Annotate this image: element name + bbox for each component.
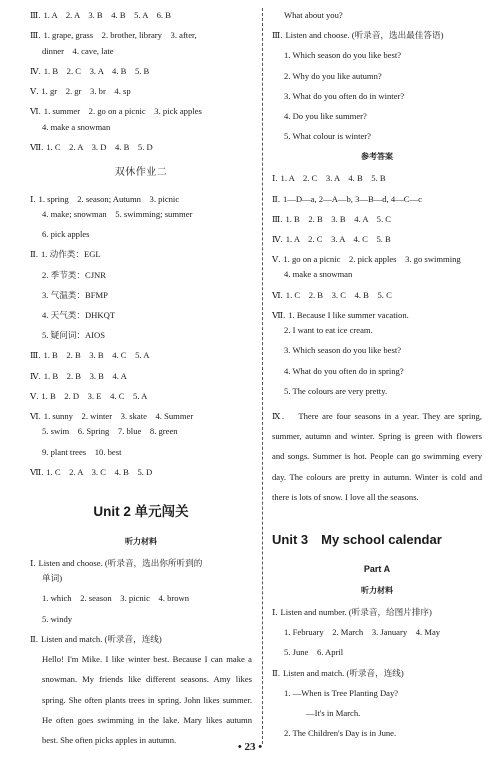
listening-passage: Hello! I'm Mike. I like winter best. Because I can make a snowman. My friends like different seasons. Amy likes spring. She often plants trees in spring. John likes summer. He often goes swimming in the lake. Mary likes autumn best. She often picks apples in autumn. — [42, 654, 252, 745]
answer-line: Ⅳ. 1. A 2. C 3. A 4. C 5. B — [272, 233, 391, 244]
question-line: 2. The Children's Day is in June. — [284, 728, 397, 739]
answer-line: Ⅳ. 1. B 2. C 3. A 4. B 5. B — [30, 65, 150, 76]
question-line: Ⅰ. Listen and number. (听录音，给图片排序) — [272, 606, 432, 617]
listening-heading: 听力材料 — [361, 585, 393, 595]
question-line: 3. What do you often do in winter? — [284, 90, 405, 101]
answer-line: Ⅵ. 1. summer 2. go on a picnic 3. pick apples — [30, 106, 202, 117]
answer-line: 4. make a snowman — [284, 269, 353, 280]
question-line: Ⅰ. Listen and choose. (听录音，选出你所听到的 — [30, 557, 203, 568]
answers-heading: 参考答案 — [361, 152, 393, 162]
question-line: 1. Which season do you like best? — [284, 50, 402, 61]
answer-line: dinner 4. cave, late — [42, 45, 114, 56]
answer-line: Ⅰ. 1. spring 2. season; Autumn 3. picnic — [30, 193, 180, 204]
question-line: What about you? — [284, 10, 343, 20]
answer-line: Ⅶ. 1. C 2. A 3. C 4. B 5. D — [30, 466, 153, 477]
answer-line: Ⅱ. 1. 动作类：EGL — [30, 249, 101, 260]
question-line: 5. June 6. April — [284, 647, 344, 658]
answer-line: Ⅰ. 1. A 2. C 3. A 4. B 5. B — [272, 173, 386, 184]
question-line: 5. windy — [42, 613, 73, 624]
question-line: 单词) — [42, 573, 63, 584]
answer-line: Ⅵ. 1. sunny 2. winter 3. skate 4. Summer — [30, 410, 194, 421]
answer-line: 6. pick apples — [42, 229, 90, 240]
answer-line: 4. 天气类：DHKQT — [42, 310, 116, 321]
listening-heading: 听力材料 — [125, 536, 157, 546]
answer-line: Ⅲ. 1. grape, grass 2. brother, library 3. after, — [30, 30, 197, 41]
answer-line: 2. 季节类：CJNR — [42, 269, 106, 280]
answer-line: 5. swim 6. Spring 7. blue 8. green — [42, 426, 178, 437]
answer-line: 4. What do you often do in spring? — [284, 365, 404, 376]
answer-line: Ⅶ. 1. Because I like summer vacation. — [272, 309, 409, 320]
answer-line: Ⅴ. 1. gr 2. gr 3. br 4. sp — [30, 85, 131, 96]
question-line: Ⅲ. Listen and choose. (听录音，选出最佳答语) — [272, 30, 444, 41]
answer-line: 3. Which season do you like best? — [284, 345, 402, 356]
answer-line: Ⅱ. 1—D—a, 2—A—b, 3—B—d, 4—C—c — [272, 193, 422, 204]
left-column — [30, 10, 252, 750]
column-divider — [262, 8, 263, 744]
answer-line: Ⅲ. 1. B 2. B 3. B 4. C 5. A — [30, 350, 150, 361]
essay-paragraph: Ⅸ. There are four seasons in a year. They are spring, summer, autumn and winter. Spring is green with flowers and songs. Summer is hot. People can go swimming every day. The colours are pretty in autumn. Winter is cold and there is lots of snow. I love all the seasons. — [272, 410, 482, 502]
question-line: 1. —When is Tree Planting Day? — [284, 687, 399, 698]
question-line: Ⅱ. Listen and match. (听录音，连线) — [30, 633, 162, 644]
answer-line: 3. 气温类：BFMP — [42, 289, 108, 300]
unit-title: Unit 2 单元闯关 — [93, 503, 189, 519]
page-number: • 23 • — [237, 741, 263, 753]
question-line: —It's in March. — [306, 707, 361, 718]
question-line: 1. February 2. March 3. January 4. May — [284, 627, 441, 638]
answer-line: 9. plant trees 10. best — [42, 446, 122, 457]
answer-line: 4. make a snowman — [42, 121, 111, 132]
part-heading: Part A — [363, 563, 391, 574]
question-line: 5. What colour is winter? — [284, 131, 371, 142]
answer-line: Ⅵ. 1. C 2. B 3. C 4. B 5. C — [272, 289, 392, 300]
question-line: Ⅱ. Listen and match. (听录音，连线) — [272, 667, 404, 678]
answer-line: Ⅴ. 1. go on a picnic 2. pick apples 3. go swimming — [272, 254, 461, 265]
section-title: 双休作业二 — [114, 166, 168, 178]
right-column — [272, 10, 482, 748]
question-line: 2. Why do you like autumn? — [284, 70, 382, 81]
answer-line: Ⅶ. 1. C 2. A 3. D 4. B 5. D — [30, 141, 153, 152]
answer-line: 5. 疑问词：AIOS — [42, 330, 106, 341]
answer-line: 4. make; snowman 5. swimming; summer — [42, 209, 193, 220]
answer-line: 2. I want to eat ice cream. — [284, 325, 373, 336]
question-line: 1. which 2. season 3. picnic 4. brown — [42, 593, 190, 604]
answer-line: Ⅴ. 1. B 2. D 3. E 4. C 5. A — [30, 390, 148, 401]
answer-line: Ⅲ. 1. A 2. A 3. B 4. B 5. A 6. B — [30, 10, 171, 20]
answer-line: Ⅲ. 1. B 2. B 3. B 4. A 5. C — [272, 213, 391, 224]
answer-line: 5. The colours are very pretty. — [284, 385, 388, 396]
answer-line: Ⅳ. 1. B 2. B 3. B 4. A — [30, 370, 127, 381]
question-line: 4. Do you like summer? — [284, 110, 367, 121]
unit-title: Unit 3 My school calendar — [272, 531, 442, 547]
